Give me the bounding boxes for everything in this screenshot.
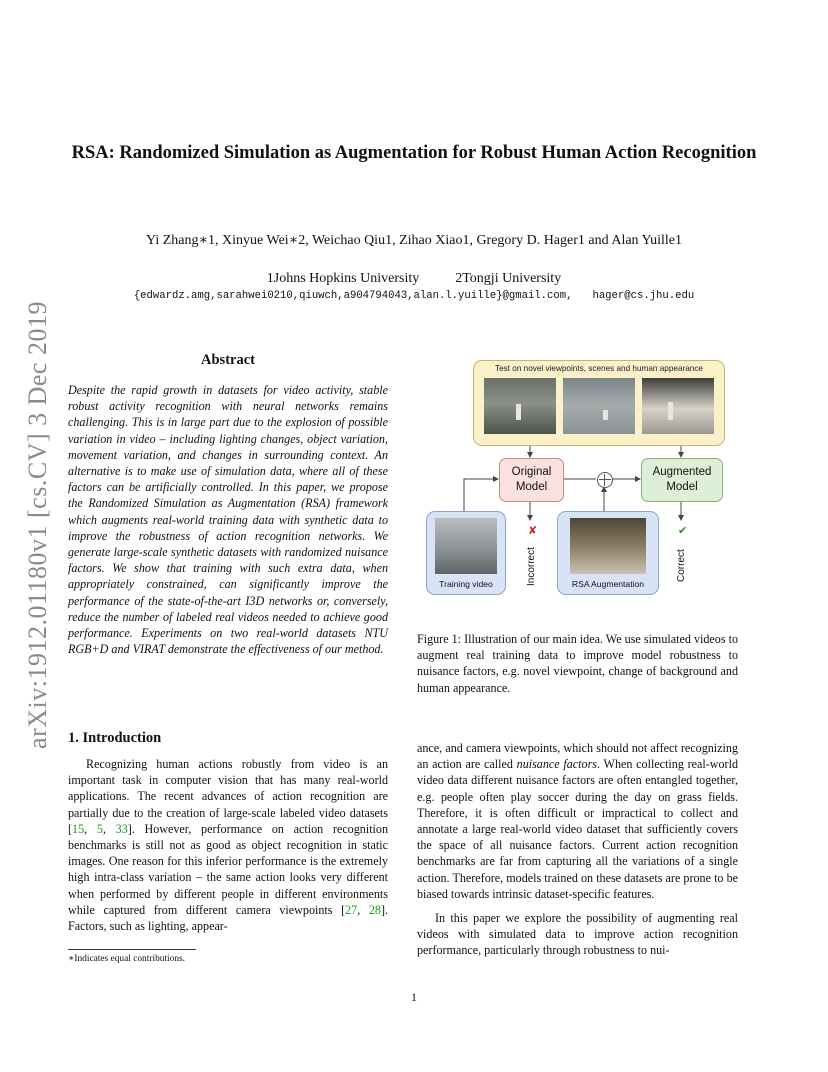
intro-paragraph-continued: ance, and camera viewpoints, which should not affect recognizing an action are called nuisance factors. When collecting real-world video data different nuisance factors are often entangled together, e.g. people often play soccer during the day on grass fields. Therefore, it is often difficult or impractical to collect and annotate a large real-world video dataset that sufficiently covers the space of all nuisance factors. Current action recognition benchmarks are far from capturing all the variations of a single action. Therefore, models trained on these datasets are prone to be biased towards intrinsic dataset-specific features.	[417, 741, 738, 901]
test-frame-image	[642, 378, 714, 434]
email-group-gmail: {edwardz.amg,sarahwei0210,qiuwch,a904794043,alan.l.yuille}@gmail.com,	[133, 290, 573, 302]
test-conditions-panel	[473, 360, 725, 446]
citation-link[interactable]: 27	[345, 902, 358, 917]
intro-paragraph-2: In this paper we explore the possibility of augmenting real videos with simulated data to improve action recognition performance, particularly through robustness to nui-	[417, 911, 738, 958]
introduction-right-column	[417, 740, 738, 959]
arxiv-id: arXiv:1912.01180v1 [cs.CV] 3 Dec 2019	[23, 301, 52, 749]
intro-paragraph-1: Recognizing human actions robustly from video is an important task in computer vision that has many real-world applications. The recent advances of action recognition are partially due to the creation of large-scale labeled video datasets [15, 5, 33]. However, performance on action recognition benchmarks is still not as good as object recognition in static images. One reason for this inferior performance is the extremely high intra-class variation – the same action looks very different when performed by different people in different environments while captured from different camera viewpoints [27, 28]. Factors, such as lighting, appear-	[68, 757, 389, 934]
author-emails	[70, 290, 758, 302]
citation-link[interactable]: 15	[72, 821, 85, 836]
citation-link[interactable]: 33	[115, 821, 128, 836]
email-jhu: hager@cs.jhu.edu	[592, 290, 695, 302]
cross-mark-icon: ✘	[528, 524, 538, 537]
affiliations	[70, 271, 758, 287]
footnote-divider	[68, 949, 196, 950]
abstract-heading: Abstract	[201, 352, 255, 368]
paper-title: RSA: Randomized Simulation as Augmentation for Robust Human Action Recognition	[71, 143, 757, 163]
introduction-left-column	[68, 756, 388, 934]
incorrect-label: Incorrect	[526, 547, 537, 586]
citation-link[interactable]: 28	[368, 902, 381, 917]
affiliation-tongji: 2Tongji University	[455, 271, 562, 286]
test-conditions-label: Test on novel viewpoints, scenes and human appearance	[494, 364, 703, 373]
figure-1	[420, 354, 740, 594]
affiliation-jhu: 1Johns Hopkins University	[266, 271, 420, 286]
citation-link[interactable]: 5	[96, 821, 103, 836]
rsa-augmentation-image	[570, 518, 646, 574]
test-frame-image	[563, 378, 635, 434]
original-model-box: Original Model	[499, 458, 564, 502]
augmented-model-box: Augmented Model	[641, 458, 723, 502]
plus-circle-icon	[597, 472, 613, 488]
figure-1-caption: Figure 1: Illustration of our main idea. We use simulated videos to augment real training data to improve model robustness to nuisance factors, e.g. novel viewpoint, change of background and human appearance.	[417, 632, 738, 695]
abstract-text: Despite the rapid growth in datasets for video activity, stable robust activity recognition with neural networks remains challenging. This is in large part due to the explosion of possible variation in video – including lighting changes, object variation, movement variation, and changes in surrounding context. An alternative is to make use of simulation data, where all of these factors can be artificially controlled. In this paper, we propose the Randomized Simulation as Augmentation (RSA) framework which augments real-world training data with synthetic data to improve the robustness of action recognition networks. We generate large-scale synthetic datasets with randomized nuisance factors. We show that training with such extra data, when appropriately constrained, can significantly improve the performance of the state-of-the-art I3D networks or, conversely, reduce the number of labeled real videos needed to achieve good performance. Experiments on two real-world datasets NTU RGB+D and VIRAT demonstrate the effectiveness of our method.	[68, 383, 388, 657]
check-mark-icon: ✔	[678, 524, 688, 537]
rsa-augmentation-label: RSA Augmentation	[571, 579, 645, 589]
correct-label: Correct	[676, 549, 687, 582]
footnote: ∗Indicates equal contributions.	[68, 954, 186, 964]
page-number: 1	[411, 990, 417, 1004]
arxiv-stamp	[20, 290, 56, 760]
training-video-label: Training video	[439, 579, 493, 589]
training-video-card	[426, 511, 506, 595]
author-list: Yi Zhang∗1, Xinyue Wei∗2, Weichao Qiu1, Zihao Xiao1, Gregory D. Hager1 and Alan Yuille1	[146, 233, 682, 248]
test-frame-image	[484, 378, 556, 434]
introduction-heading: 1. Introduction	[68, 730, 162, 746]
training-video-image	[435, 518, 497, 574]
rsa-augmentation-card	[557, 511, 659, 595]
